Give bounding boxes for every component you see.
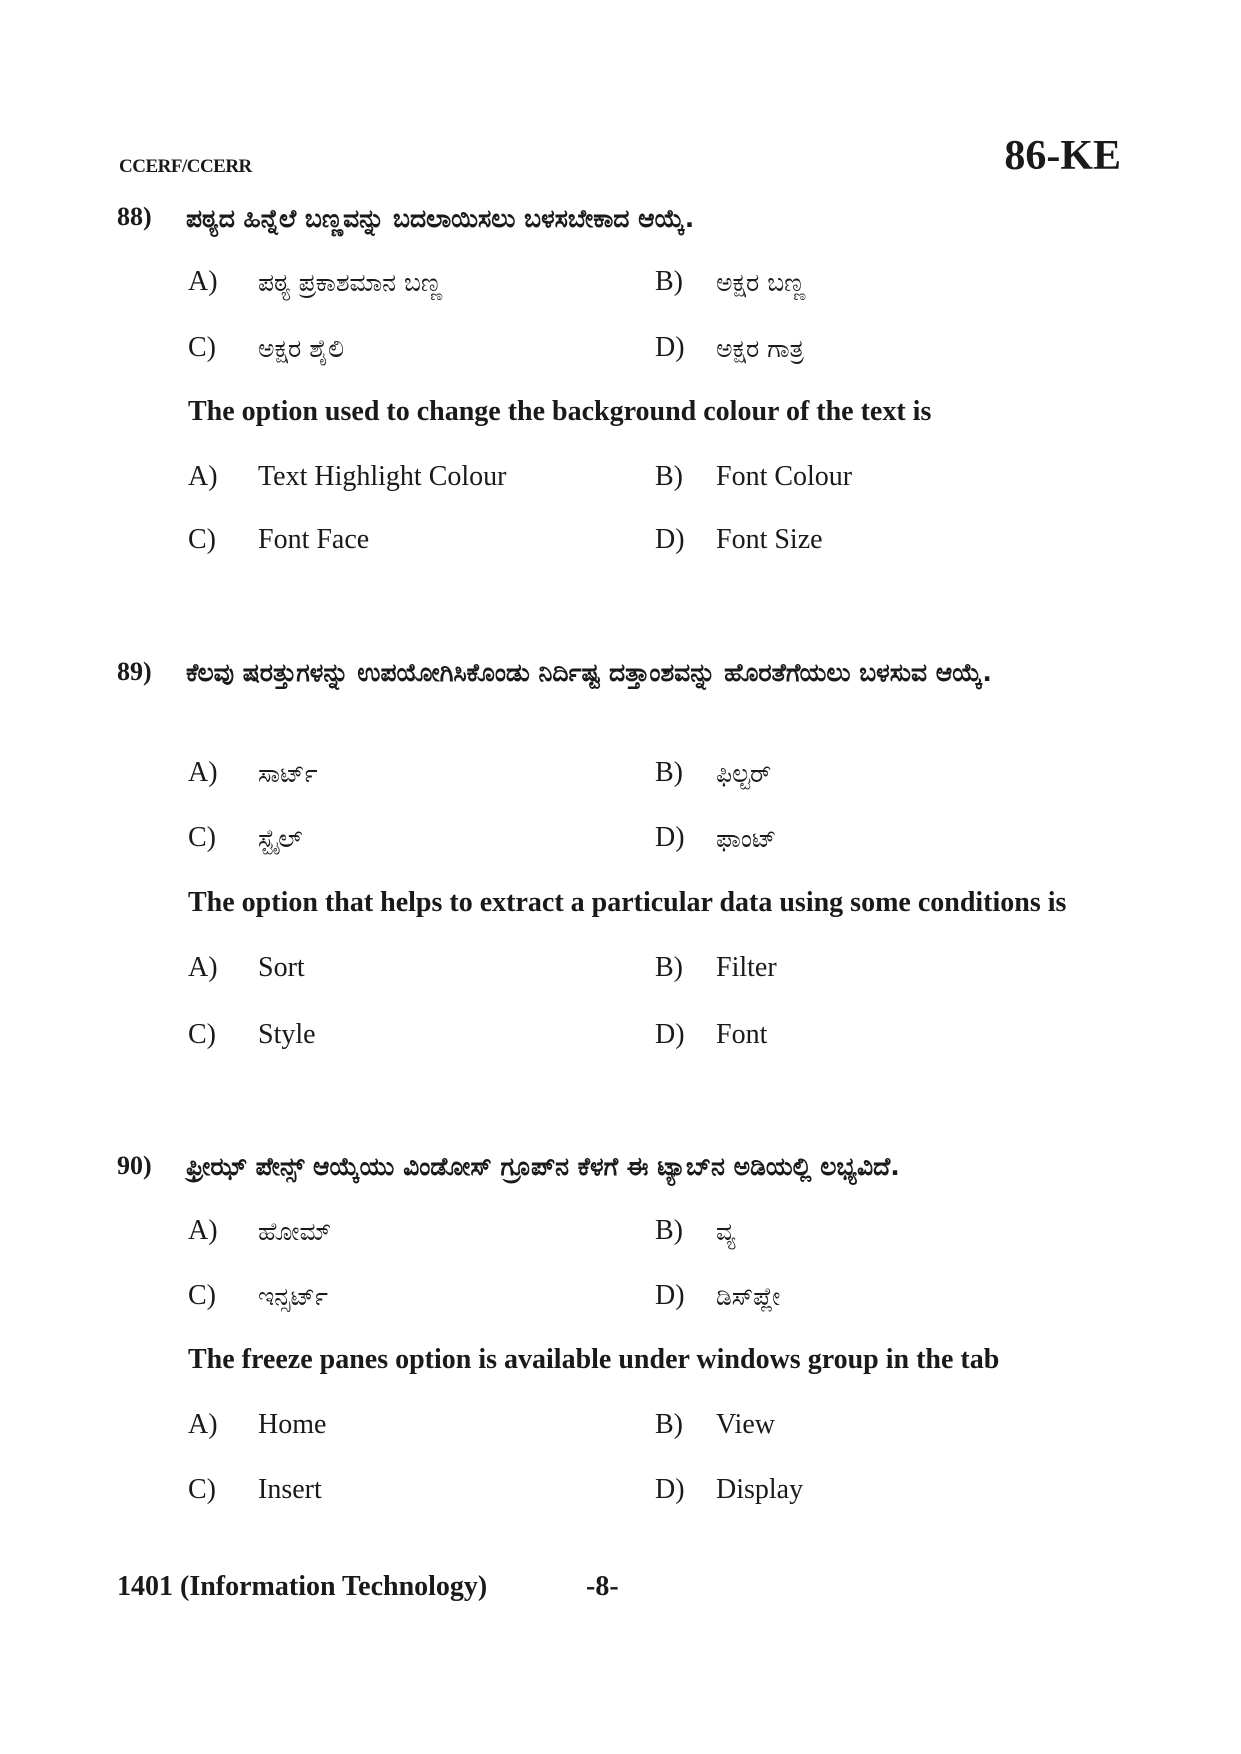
- question-kannada-text: ಪಠ್ಯದ ಹಿನ್ನೆಲೆ ಬಣ್ಣವನ್ನು ಬದಲಾಯಿಸಲು ಬಳಸಬೇಕಾದ ಆಯ್ಕೆ.: [186, 204, 695, 233]
- option-text: ಹೋಮ್: [258, 1217, 332, 1246]
- option-letter: D): [655, 332, 685, 363]
- paper-code: 86-KE: [1004, 133, 1121, 179]
- option-text: Insert: [258, 1474, 322, 1505]
- option-text: ಇನ್ಸರ್ಟ್: [258, 1282, 328, 1311]
- option-letter: A): [188, 757, 218, 788]
- option-letter: D): [655, 524, 685, 555]
- option-letter: D): [655, 822, 685, 853]
- question-english-text: The freeze panes option is available under windows group in the tab: [188, 1344, 1000, 1375]
- option-text: Font Colour: [716, 461, 853, 492]
- question-kannada-text: ಕೆಲವು ಷರತ್ತುಗಳನ್ನು ಉಪಯೋಗಿಸಿಕೊಂಡು ನಿರ್ದಿಷ್ಟ ದತ್ತಾಂಶವನ್ನು ಹೊರತೆಗೆಯಲು ಬಳಸುವ ಆಯ್ಕೆ.: [186, 658, 992, 687]
- option-letter: A): [188, 952, 218, 983]
- option-text: ಪಠ್ಯ ಪ್ರಕಾಶಮಾನ ಬಣ್ಣ: [258, 268, 443, 297]
- question-english-text: The option that helps to extract a particular data using some conditions is: [188, 887, 1067, 918]
- option-text: ಸಾರ್ಟ್: [258, 759, 318, 788]
- option-letter: A): [188, 266, 218, 297]
- option-text: Font: [716, 1019, 768, 1050]
- option-letter: D): [655, 1019, 685, 1050]
- option-text: View: [716, 1409, 775, 1440]
- option-text: ಫಾಂಟ್: [716, 824, 777, 853]
- option-text: ಅಕ್ಷರ ಬಣ್ಣ: [716, 268, 806, 297]
- option-letter: B): [655, 1215, 683, 1246]
- option-text: ವ್ಯ: [716, 1217, 736, 1246]
- option-text: Home: [258, 1409, 327, 1440]
- option-text: Style: [258, 1019, 316, 1050]
- option-text: Text Highlight Colour: [258, 461, 507, 492]
- option-letter: B): [655, 1409, 683, 1440]
- question-number: 90): [117, 1151, 152, 1180]
- option-letter: B): [655, 757, 683, 788]
- option-text: Display: [716, 1474, 804, 1505]
- option-text: Filter: [716, 952, 777, 983]
- option-text: Font Face: [258, 524, 370, 555]
- option-text: ಅಕ್ಷರ ಗಾತ್ರ: [716, 334, 804, 363]
- option-letter: C): [188, 1280, 216, 1311]
- option-letter: C): [188, 1019, 216, 1050]
- option-text: Font Size: [716, 524, 823, 555]
- option-letter: B): [655, 266, 683, 297]
- option-letter: C): [188, 822, 216, 853]
- question-kannada-text: ಫ್ರೀಝ್ ಪೇನ್ಸ್ ಆಯ್ಕೆಯು ವಿಂಡೋಸ್ ಗ್ರೂಪ್‌ನ ಕೆಳಗೆ ಈ ಟ್ಯಾಬ್‌ನ ಅಡಿಯಲ್ಲಿ ಲಭ್ಯವಿದೆ.: [186, 1152, 900, 1181]
- option-text: ಫಿಲ್ಟರ್: [716, 759, 772, 788]
- page-number: -8-: [586, 1571, 619, 1602]
- option-letter: D): [655, 1474, 685, 1505]
- option-letter: A): [188, 1215, 218, 1246]
- option-letter: D): [655, 1280, 685, 1311]
- option-letter: B): [655, 461, 683, 492]
- exam-code: CCERF/CCERR: [119, 156, 252, 177]
- question-number: 88): [117, 202, 152, 231]
- question-english-text: The option used to change the background colour of the text is: [188, 396, 932, 427]
- option-letter: A): [188, 461, 218, 492]
- question-number: 89): [117, 657, 152, 686]
- option-text: Sort: [258, 952, 305, 983]
- option-text: ಸ್ಟೈಲ್: [258, 824, 303, 853]
- option-letter: A): [188, 1409, 218, 1440]
- footer-subject: 1401 (Information Technology): [117, 1571, 488, 1602]
- option-text: ಅಕ್ಷರ ಶೈಲಿ: [258, 334, 345, 363]
- option-letter: C): [188, 332, 216, 363]
- option-letter: B): [655, 952, 683, 983]
- option-letter: C): [188, 524, 216, 555]
- option-letter: C): [188, 1474, 216, 1505]
- option-text: ಡಿಸ್‌ಪ್ಲೇ: [716, 1282, 781, 1311]
